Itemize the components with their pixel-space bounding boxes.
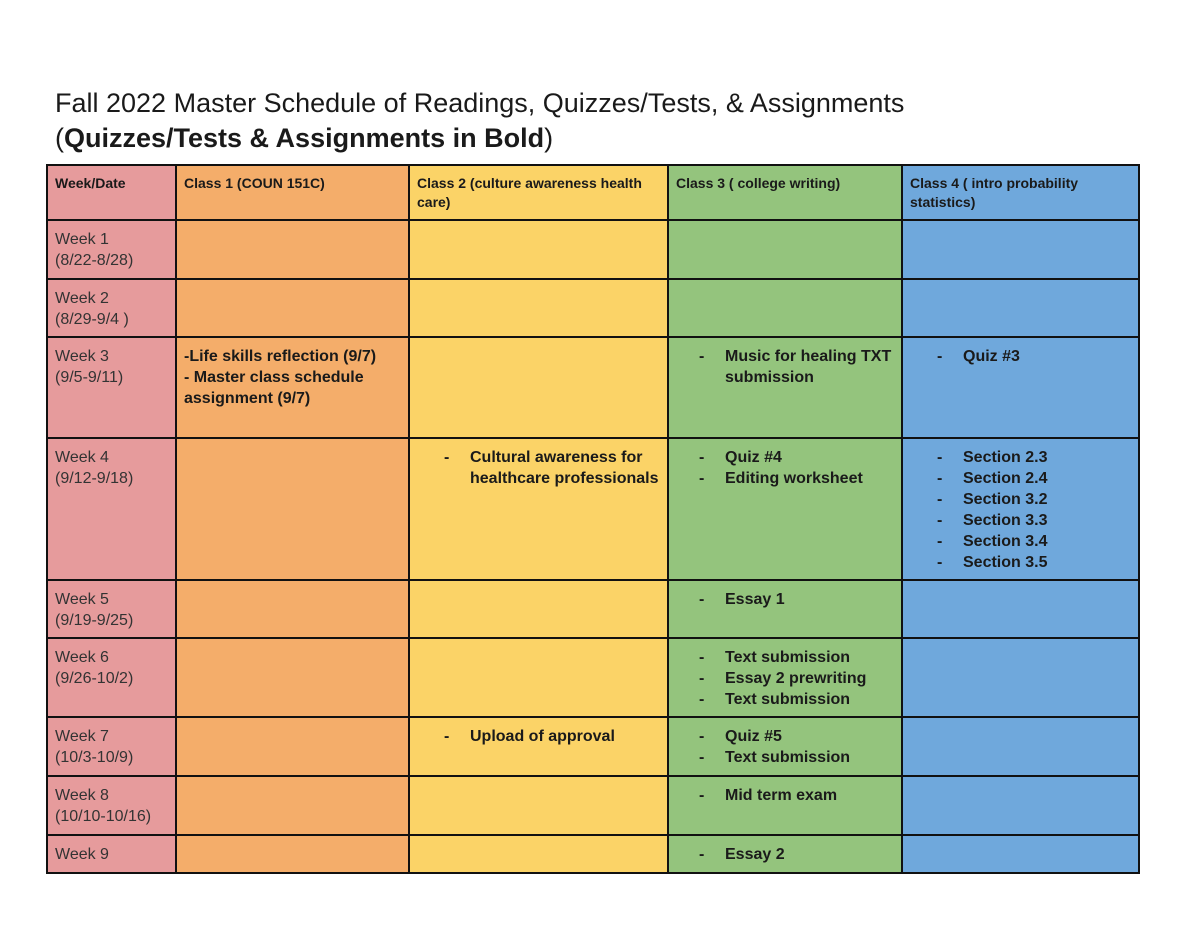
- class-1-cell: [176, 279, 409, 337]
- class-1-cell: [176, 337, 409, 438]
- table-row: [47, 220, 1139, 279]
- table-row: [47, 438, 1139, 580]
- table-row: [47, 776, 1139, 835]
- class-3-cell: [668, 776, 902, 835]
- class-2-cell: [409, 279, 668, 337]
- class-4-cell: [902, 835, 1139, 873]
- class-4-cell: [902, 776, 1139, 835]
- list-item: - Cultural awareness for healthcare professionals: [444, 447, 660, 489]
- class-4-cell: [902, 580, 1139, 638]
- list-item: - Quiz #5: [699, 726, 894, 747]
- header-class-4: Class 4 ( intro probability statistics): [902, 165, 1139, 220]
- week-cell: Week 5 (9/19-9/25): [47, 580, 176, 638]
- header-class-2: Class 2 (culture awareness health care): [409, 165, 668, 220]
- list-item: - Section 2.4: [937, 468, 1131, 489]
- class-3-cell: [668, 717, 902, 776]
- assignment-item: - Master class schedule assignment (9/7): [184, 369, 364, 407]
- list-item: - Section 3.4: [937, 531, 1131, 552]
- class-3-cell: [668, 279, 902, 337]
- class-4-cell: [902, 337, 1139, 438]
- class-3-cell: [668, 638, 902, 717]
- class-1-cell: [176, 717, 409, 776]
- table-row: [47, 580, 1139, 638]
- list-item: - Essay 1: [699, 589, 894, 610]
- class-4-cell: [902, 717, 1139, 776]
- class-1-cell: [176, 438, 409, 580]
- table-row: [47, 337, 1139, 438]
- week-cell: Week 8 (10/10-10/16): [47, 776, 176, 835]
- class-1-cell: [176, 220, 409, 279]
- header-class-1: Class 1 (COUN 151C): [176, 165, 409, 220]
- class-2-cell: [409, 220, 668, 279]
- list-item: - Editing worksheet: [699, 468, 894, 489]
- class-3-cell: [668, 580, 902, 638]
- class-2-cell: [409, 717, 668, 776]
- class-1-cell: [176, 835, 409, 873]
- class-1-cell: [176, 580, 409, 638]
- class-3-cell: [668, 337, 902, 438]
- table-row: [47, 279, 1139, 337]
- assignment-item: -Life skills reflection (9/7): [184, 348, 377, 365]
- list-item: - Section 2.3: [937, 447, 1131, 468]
- class-3-cell: [668, 835, 902, 873]
- class-1-cell: [176, 638, 409, 717]
- page-title: [55, 86, 1155, 156]
- list-item: - Section 3.5: [937, 552, 1131, 573]
- table-row: [47, 638, 1139, 717]
- list-item: - Section 3.3: [937, 510, 1131, 531]
- class-2-cell: [409, 638, 668, 717]
- title-line-1: Fall 2022 Master Schedule of Readings, Quizzes/Tests, & Assignments: [55, 88, 905, 118]
- week-cell: Week 9: [47, 835, 176, 873]
- class-2-cell: [409, 776, 668, 835]
- list-item: - Section 3.2: [937, 489, 1131, 510]
- class-4-cell: [902, 438, 1139, 580]
- list-item: - Text submission: [699, 689, 894, 710]
- title-paren-open: (: [55, 123, 64, 153]
- title-line-2: [55, 121, 1155, 156]
- list-item: - Music for healing TXT submission: [699, 346, 894, 388]
- list-item: - Quiz #3: [937, 346, 1131, 367]
- class-4-cell: [902, 638, 1139, 717]
- class-3-cell: [668, 438, 902, 580]
- list-item: - Text submission: [699, 647, 894, 668]
- class-4-cell: [902, 220, 1139, 279]
- class-3-cell: [668, 220, 902, 279]
- week-cell: Week 6 (9/26-10/2): [47, 638, 176, 717]
- table-row: [47, 835, 1139, 873]
- class-2-cell: [409, 337, 668, 438]
- title-bold-note: Quizzes/Tests & Assignments in Bold: [64, 123, 545, 153]
- title-paren-close: ): [544, 123, 554, 153]
- week-cell: Week 2 (8/29-9/4 ): [47, 279, 176, 337]
- class-1-cell: [176, 776, 409, 835]
- header-row: [47, 165, 1139, 220]
- week-cell: Week 7 (10/3-10/9): [47, 717, 176, 776]
- week-cell: Week 3 (9/5-9/11): [47, 337, 176, 438]
- list-item: - Quiz #4: [699, 447, 894, 468]
- list-item: - Upload of approval: [444, 726, 660, 747]
- header-class-3: Class 3 ( college writing): [668, 165, 902, 220]
- class-2-cell: [409, 835, 668, 873]
- class-2-cell: [409, 580, 668, 638]
- list-item: - Text submission: [699, 747, 894, 768]
- week-cell: Week 1 (8/22-8/28): [47, 220, 176, 279]
- list-item: - Essay 2 prewriting: [699, 668, 894, 689]
- class-4-cell: [902, 279, 1139, 337]
- table-row: [47, 717, 1139, 776]
- list-item: - Mid term exam: [699, 785, 894, 806]
- class-2-cell: [409, 438, 668, 580]
- schedule-table: [46, 164, 1140, 874]
- week-cell: Week 4 (9/12-9/18): [47, 438, 176, 580]
- list-item: - Essay 2: [699, 844, 894, 865]
- header-week-date: Week/Date: [47, 165, 176, 220]
